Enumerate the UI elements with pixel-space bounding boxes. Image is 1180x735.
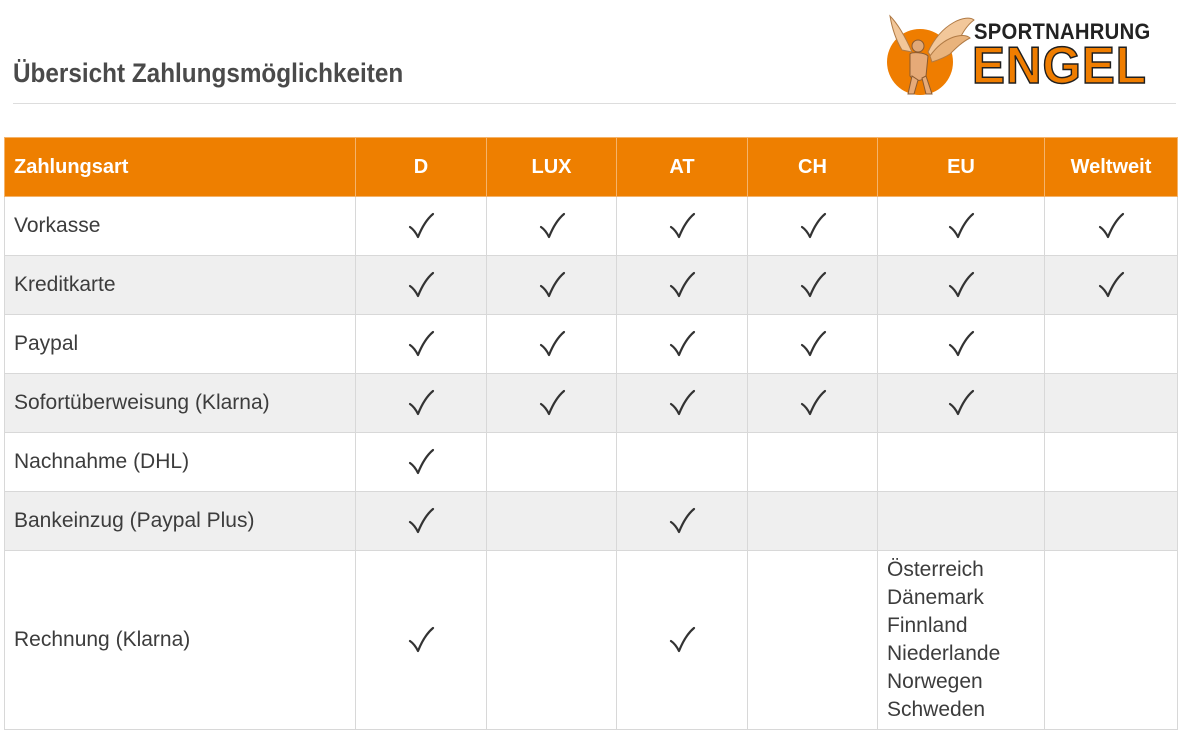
availability-cell [356, 433, 487, 492]
availability-cell [617, 197, 748, 256]
availability-cell [878, 374, 1045, 433]
availability-cell [356, 197, 487, 256]
check-icon [407, 212, 435, 240]
availability-cell [1045, 492, 1178, 551]
check-icon [947, 271, 975, 299]
availability-cell [1045, 374, 1178, 433]
logo-wordmark-top: SPORTNAHRUNG [974, 19, 1151, 44]
availability-cell [617, 492, 748, 551]
check-icon [407, 271, 435, 299]
availability-cell [617, 551, 748, 730]
check-icon [538, 212, 566, 240]
check-icon [407, 507, 435, 535]
table-row [5, 492, 1178, 551]
check-icon [668, 330, 696, 358]
availability-cell [1045, 551, 1178, 730]
check-icon [947, 330, 975, 358]
availability-cell [748, 315, 878, 374]
availability-cell [617, 433, 748, 492]
payment-method-label: Rechnung (Klarna) [5, 551, 356, 730]
check-icon [538, 389, 566, 417]
availability-cell [356, 551, 487, 730]
availability-cell [617, 256, 748, 315]
payment-options-table [4, 137, 1178, 730]
check-icon [668, 271, 696, 299]
payment-method-label: Kreditkarte [5, 256, 356, 315]
availability-cell [487, 197, 617, 256]
availability-cell [487, 433, 617, 492]
table-body [5, 197, 1178, 730]
payment-method-label: Sofortüberweisung (Klarna) [5, 374, 356, 433]
column-header: CH [748, 138, 878, 197]
check-icon [538, 271, 566, 299]
availability-cell [748, 197, 878, 256]
eu-country-item: Niederlande [887, 642, 1001, 665]
availability-cell [487, 315, 617, 374]
availability-cell [878, 315, 1045, 374]
eu-country-item: Dänemark [887, 586, 984, 609]
check-icon [799, 389, 827, 417]
availability-cell [878, 197, 1045, 256]
eu-country-item: Norwegen [887, 670, 983, 693]
check-icon [668, 626, 696, 654]
check-icon [668, 507, 696, 535]
check-icon [947, 212, 975, 240]
check-icon [407, 448, 435, 476]
availability-cell [748, 256, 878, 315]
availability-cell [1045, 315, 1178, 374]
availability-cell [878, 433, 1045, 492]
table-row [5, 315, 1178, 374]
payment-method-label: Paypal [5, 315, 356, 374]
availability-cell [487, 374, 617, 433]
availability-cell [1045, 197, 1178, 256]
payment-method-label: Bankeinzug (Paypal Plus) [5, 492, 356, 551]
table-row [5, 256, 1178, 315]
check-icon [407, 330, 435, 358]
availability-cell [356, 374, 487, 433]
availability-cell [878, 551, 1045, 730]
check-icon [407, 389, 435, 417]
table-row [5, 374, 1178, 433]
availability-cell [1045, 256, 1178, 315]
brand-logo [882, 12, 1172, 100]
check-icon [1097, 212, 1125, 240]
availability-cell [356, 492, 487, 551]
table-row [5, 433, 1178, 492]
payment-method-label: Vorkasse [5, 197, 356, 256]
eu-country-item: Österreich [887, 558, 984, 581]
column-header: LUX [487, 138, 617, 197]
table-header-row [5, 138, 1178, 197]
table-row [5, 551, 1178, 730]
eu-country-item: Finnland [887, 614, 968, 637]
availability-cell [878, 492, 1045, 551]
title-divider [13, 103, 1176, 104]
check-icon [1097, 271, 1125, 299]
check-icon [947, 389, 975, 417]
availability-cell [748, 374, 878, 433]
check-icon [668, 389, 696, 417]
angel-logo-icon [882, 12, 977, 100]
availability-cell [748, 433, 878, 492]
availability-cell [356, 315, 487, 374]
eu-country-item: Schweden [887, 698, 986, 721]
logo-wordmark-bottom: ENGEL [972, 37, 1147, 95]
availability-cell [748, 551, 878, 730]
check-icon [799, 271, 827, 299]
availability-cell [748, 492, 878, 551]
check-icon [799, 330, 827, 358]
availability-cell [1045, 433, 1178, 492]
availability-cell [617, 315, 748, 374]
column-header: AT [617, 138, 748, 197]
availability-cell [487, 551, 617, 730]
availability-cell [487, 492, 617, 551]
page-title: Übersicht Zahlungsmöglichkeiten [13, 58, 404, 88]
check-icon [668, 212, 696, 240]
check-icon [538, 330, 566, 358]
availability-cell [356, 256, 487, 315]
column-header: Zahlungsart [5, 138, 356, 197]
table-row [5, 197, 1178, 256]
column-header: Weltweit [1045, 138, 1178, 197]
column-header: D [356, 138, 487, 197]
check-icon [799, 212, 827, 240]
check-icon [407, 626, 435, 654]
availability-cell [878, 256, 1045, 315]
column-header: EU [878, 138, 1045, 197]
availability-cell [617, 374, 748, 433]
availability-cell [487, 256, 617, 315]
payment-method-label: Nachnahme (DHL) [5, 433, 356, 492]
